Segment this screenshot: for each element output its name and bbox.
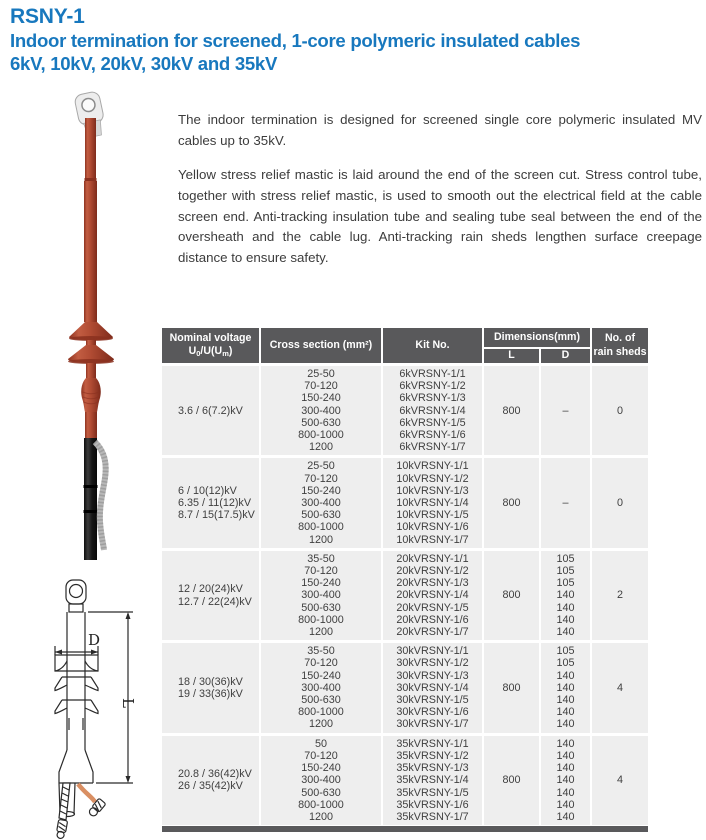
cell-line: 800 (502, 774, 521, 787)
dim-d-cell (540, 734, 591, 825)
technical-drawing (4, 558, 164, 840)
cell-line: 0 (617, 497, 624, 510)
kit-no-cell (382, 642, 483, 734)
cell-line: 6.35 / 11(12)kV (178, 497, 252, 510)
cell-line: 140 (556, 737, 575, 750)
dim-l-cell (483, 365, 540, 457)
spec-table-header (162, 328, 648, 365)
rain-shed-2 (55, 677, 98, 691)
breakout-cone (59, 750, 93, 783)
cell-line: 20kVRSNY-1/7 (396, 626, 469, 639)
cell-line: 4 (617, 681, 624, 694)
page-title-voltages: 6kV, 10kV, 20kV, 30kV and 35kV (10, 52, 278, 74)
voltage-unit-label: $U_0/U(U_m)$ (188, 345, 233, 359)
header-cross-section: Cross section (mm²) (260, 328, 382, 365)
cell-line: 20kVRSNY-1/6 (396, 613, 469, 626)
cell-line: 35kVRSNY-1/7 (396, 810, 469, 823)
cell-line: 140 (556, 718, 575, 731)
cell-line: 20kVRSNY-1/1 (396, 552, 469, 565)
cell-line: 30kVRSNY-1/7 (396, 718, 469, 731)
product-code-title: RSNY-1 (10, 5, 85, 28)
cell-line: 12 / 20(24)kV (178, 583, 243, 596)
dim-d-cell (540, 457, 591, 549)
cell-line: 10kVRSNY-1/6 (396, 521, 469, 534)
cell-line: 800 (502, 589, 521, 602)
cable-lug-drawing (66, 580, 86, 612)
cell-line: 50 (314, 737, 327, 750)
cell-line: 300-400 (301, 404, 341, 417)
cross-section-cell (260, 734, 382, 825)
cell-line: 150-240 (301, 484, 341, 497)
kit-no-cell (382, 365, 483, 457)
cell-line: 300-400 (301, 497, 341, 510)
table-row (162, 734, 648, 825)
description-paragraph-2: Yellow stress relief mastic is laid around the end of the screen cut. Stress control tube, together with stress relief mastic, is used to smooth out the electrical field at the cable screen end. Anti-tracking insulation tube and sealing tube seal between the end of the oversheath and the cable lug. Anti-tracking rain sheds lengthen surface creepage distance to ensure safety. (178, 166, 702, 266)
cell-line: 35kVRSNY-1/1 (396, 737, 469, 750)
cell-line: 25-50 (307, 368, 335, 380)
rain-sheds (68, 322, 114, 364)
cell-line: 2 (617, 589, 624, 602)
cell-line: 20kVRSNY-1/4 (396, 589, 469, 602)
cell-line: 300-400 (301, 681, 341, 694)
cell-line: 140 (556, 798, 575, 811)
cell-line: 10kVRSNY-1/3 (396, 484, 469, 497)
cell-line: 10kVRSNY-1/5 (396, 509, 469, 522)
diameter-label: D (88, 631, 101, 649)
cell-line: 140 (556, 810, 575, 823)
cell-line: 70-120 (304, 472, 338, 485)
cell-line: 500-630 (301, 509, 341, 522)
cell-line: 20kVRSNY-1/3 (396, 577, 469, 590)
header-dimensions: Dimensions(mm) (483, 328, 591, 348)
table-row (162, 549, 648, 641)
kit-no-cell (382, 734, 483, 825)
cell-line: 105 (556, 565, 575, 578)
rain-shed-3 (55, 700, 98, 714)
termination-body-outline (67, 612, 85, 750)
cell-line: 10kVRSNY-1/4 (396, 497, 469, 510)
cell-line: 35-50 (307, 552, 335, 565)
rain-sheds-cell (591, 642, 648, 734)
header-kit-no: Kit No. (382, 328, 483, 365)
cell-line: 800-1000 (298, 429, 344, 442)
voltage-cell (162, 734, 260, 825)
cell-line: 1200 (308, 441, 334, 454)
cell-line: 500-630 (301, 694, 341, 707)
page-title: Indoor termination for screened, 1-core polymeric insulated cables (10, 30, 581, 52)
cell-line: 35kVRSNY-1/4 (396, 774, 469, 787)
cell-line: 30kVRSNY-1/4 (396, 681, 469, 694)
cell-line: 500-630 (301, 786, 341, 799)
cell-line: 6 / 10(12)kV (178, 484, 237, 497)
description-paragraph-1: The indoor termination is designed for screened single core polymeric insulated MV cables up to 35kV. (178, 112, 702, 148)
voltage-cell (162, 457, 260, 549)
cell-line: 800-1000 (298, 613, 344, 626)
voltage-cell (162, 365, 260, 457)
cell-line: 30kVRSNY-1/6 (396, 706, 469, 719)
cell-line: 140 (556, 589, 575, 602)
dim-d-cell (540, 549, 591, 641)
cell-line: 300-400 (301, 589, 341, 602)
cell-line: 500-630 (301, 416, 341, 429)
spec-table-body (162, 365, 648, 826)
cell-line: 70-120 (304, 657, 338, 670)
cell-line: 800 (502, 497, 521, 510)
cell-line: 800-1000 (298, 706, 344, 719)
cell-line: 140 (556, 762, 575, 775)
title-block (10, 4, 702, 76)
cell-line: 6kVRSNY-1/6 (399, 429, 466, 442)
cell-line: 10kVRSNY-1/1 (396, 460, 469, 473)
cell-line: 1200 (308, 718, 334, 731)
header-rain-sheds: No. of rain sheds (591, 328, 648, 365)
spec-table (162, 328, 648, 825)
cell-line: 140 (556, 626, 575, 639)
dim-l-cell (483, 642, 540, 734)
kit-no-cell (382, 457, 483, 549)
table-row (162, 642, 648, 734)
cell-line: 140 (556, 786, 575, 799)
cable-body (84, 438, 106, 560)
dim-d-cell (540, 642, 591, 734)
rain-sheds-cell (591, 549, 648, 641)
cell-line: 30kVRSNY-1/1 (396, 645, 469, 658)
cross-section-cell (260, 549, 382, 641)
anti-tracking-tube (84, 118, 97, 322)
cell-line: 150-240 (301, 762, 341, 775)
cell-line: 25-50 (307, 460, 335, 473)
cross-section-cell (260, 457, 382, 549)
cell-line: 150-240 (301, 392, 341, 405)
cell-line: 35kVRSNY-1/5 (396, 786, 469, 799)
cell-line: 800-1000 (298, 798, 344, 811)
rain-shed-1 (55, 655, 98, 671)
cell-line: 140 (556, 669, 575, 682)
copper-earth-wire (78, 784, 106, 818)
cell-line: 19 / 33(36)kV (178, 687, 243, 700)
cell-line: 26 / 35(42)kV (178, 780, 243, 793)
cell-line: 140 (556, 749, 575, 762)
cell-line: 10kVRSNY-1/2 (396, 472, 469, 485)
cell-line: – (562, 497, 569, 510)
cell-line: 70-120 (304, 565, 338, 578)
cell-line: 6kVRSNY-1/5 (399, 416, 466, 429)
cell-line: 140 (556, 613, 575, 626)
cell-line: 105 (556, 577, 575, 590)
cell-line: 105 (556, 657, 575, 670)
cell-line: 6kVRSNY-1/4 (399, 404, 466, 417)
cell-line: 18 / 30(36)kV (178, 675, 243, 688)
cross-section-cell (260, 642, 382, 734)
cell-line: 30kVRSNY-1/5 (396, 694, 469, 707)
cell-line: 20kVRSNY-1/2 (396, 565, 469, 578)
cell-line: 20kVRSNY-1/5 (396, 601, 469, 614)
spec-table-wrap (162, 328, 648, 832)
stress-control-section (81, 363, 101, 438)
cell-line: 30kVRSNY-1/2 (396, 657, 469, 670)
voltage-cell (162, 642, 260, 734)
cell-line: 150-240 (301, 577, 341, 590)
rain-sheds-cell (591, 734, 648, 825)
cell-line: 3.6 / 6(7.2)kV (178, 404, 243, 417)
dim-l-cell (483, 457, 540, 549)
cell-line: 70-120 (304, 380, 338, 393)
rain-sheds-cell (591, 457, 648, 549)
cell-line: 35kVRSNY-1/6 (396, 798, 469, 811)
cell-line: 20.8 / 36(42)kV (178, 768, 252, 781)
cell-line: 0 (617, 404, 624, 417)
cell-line: 140 (556, 694, 575, 707)
rain-sheds-cell (591, 365, 648, 457)
cell-line: 140 (556, 774, 575, 787)
cell-line: 70-120 (304, 749, 338, 762)
cell-line: 140 (556, 601, 575, 614)
dim-d-cell (540, 365, 591, 457)
cell-line: 12.7 / 22(24)kV (178, 595, 252, 608)
cell-line: 800 (502, 404, 521, 417)
length-label: L (119, 698, 137, 708)
cell-line: 6kVRSNY-1/7 (399, 441, 466, 454)
cell-line: 8.7 / 15(17.5)kV (178, 509, 255, 522)
cell-line: 35kVRSNY-1/2 (396, 749, 469, 762)
cell-line: 1200 (308, 810, 334, 823)
cell-line: 105 (556, 645, 575, 658)
cell-line: 1200 (308, 533, 334, 546)
cell-line: 6kVRSNY-1/3 (399, 392, 466, 405)
cross-section-cell (260, 365, 382, 457)
cell-line: 140 (556, 681, 575, 694)
kit-no-cell (382, 549, 483, 641)
table-bottom-bar (162, 826, 648, 832)
cell-line: 800 (502, 681, 521, 694)
cell-line: 300-400 (301, 774, 341, 787)
description-text (178, 110, 702, 282)
cell-line: 10kVRSNY-1/7 (396, 533, 469, 546)
table-row (162, 365, 648, 457)
table-row (162, 457, 648, 549)
dim-l-cell (483, 549, 540, 641)
voltage-cell (162, 549, 260, 641)
header-dim-l: L (483, 348, 540, 365)
product-photo (6, 90, 166, 565)
cell-line: 105 (556, 552, 575, 565)
cell-line: 35kVRSNY-1/3 (396, 762, 469, 775)
cell-line: 6kVRSNY-1/2 (399, 380, 466, 393)
cell-line: 30kVRSNY-1/3 (396, 669, 469, 682)
dim-l-cell (483, 734, 540, 825)
header-dim-d: D (540, 348, 591, 365)
cell-line: 6kVRSNY-1/1 (399, 368, 466, 380)
cell-line: 500-630 (301, 601, 341, 614)
cell-line: 140 (556, 706, 575, 719)
cell-line: 35-50 (307, 645, 335, 658)
cell-line: 1200 (308, 626, 334, 639)
cell-line: 150-240 (301, 669, 341, 682)
cell-line: 4 (617, 774, 624, 787)
cell-line: 800-1000 (298, 521, 344, 534)
cell-line: – (562, 404, 569, 417)
header-nominal-voltage: Nominal voltage $U_0/U(U_m)$ (162, 328, 260, 365)
earth-braid-drawing (56, 783, 75, 839)
